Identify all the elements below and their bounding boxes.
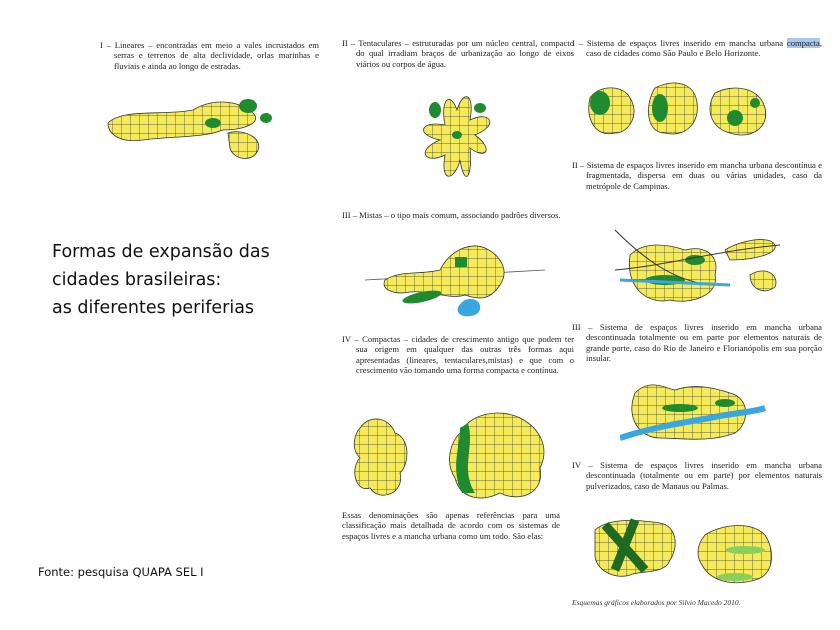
title-line-3: as diferentes periferias — [52, 298, 255, 318]
figure-caption: Esquemas gráficos elaborados por Silvio Macedo 2010. — [572, 598, 741, 607]
system-4-text: IV – Sistema de espaços livres inserido em mancha urbana descontinuada (totalmente ou em parte) por elementos naturais pulverizados, caso de Manaus ou Palmas. — [572, 460, 822, 491]
diagram-system-4 — [590, 515, 790, 595]
system-1-prefix: I – Sistema de espaços livres inserido em mancha urbana — [572, 38, 787, 48]
type-lineares-text: I – Lineares – encontradas em meio a vales incrustados em serras e terrenos de alta declividade, orlas marinhas e fluviais e ainda ao longo de estradas. — [100, 40, 319, 71]
diagram-tentacular — [405, 80, 515, 200]
diagram-mistas — [360, 240, 550, 330]
diagram-system-1 — [585, 78, 785, 148]
type-compactas-text: IV – Compactas – cidades de crescimento antigo que podem ter sua origem em qualquer das outras três formas aqui apresentadas (lineares, tentaculares,mistas) e que com o crescimento vão tomando uma forma compacta e contínua. — [342, 334, 574, 376]
diagram-system-2 — [610, 225, 790, 315]
note-text: Essas denominações são apenas referências para uma classificação mais detalhada de acordo com os sistemas de espaços livres e a mancha urbana como um todo. São elas: — [342, 510, 560, 541]
type-mistas-text: III – Mistas – o tipo mais comum, associando padrões diversos. — [342, 210, 561, 220]
diagram-system-3 — [620, 378, 770, 453]
system-1-suffix: , caso de cidades como São Paulo e Belo Horizonte. — [586, 38, 822, 59]
source-text: Fonte: pesquisa QUAPA SEL I — [38, 565, 204, 579]
slide-title — [52, 238, 322, 322]
system-2-text: II – Sistema de espaços livres inserido em mancha urbana descontínua e fragmentada, dispersa em duas ou várias unidades, caso da metrópole de Campinas. — [572, 160, 822, 191]
title-line-1: Formas de expansão das — [52, 242, 270, 262]
diagram-linear — [103, 88, 278, 168]
diagram-compactas — [350, 408, 560, 508]
system-1-text — [572, 38, 822, 59]
highlighted-word: compacta — [786, 38, 820, 48]
type-tentaculares-text: II – Tentaculares – estruturadas por um núcleo central, compacto do qual irradiam braços de urbanização ao longo de eixos viários ou corpos de água. — [342, 38, 574, 69]
title-line-2: cidades brasileiras: — [52, 270, 222, 290]
system-3-text: III – Sistema de espaços livres inserido em mancha urbana descontinuada totalmente ou em parte por elementos naturais de grande porte, caso do Rio de Janeiro e Florianópolis em sua porção insular. — [572, 322, 822, 364]
